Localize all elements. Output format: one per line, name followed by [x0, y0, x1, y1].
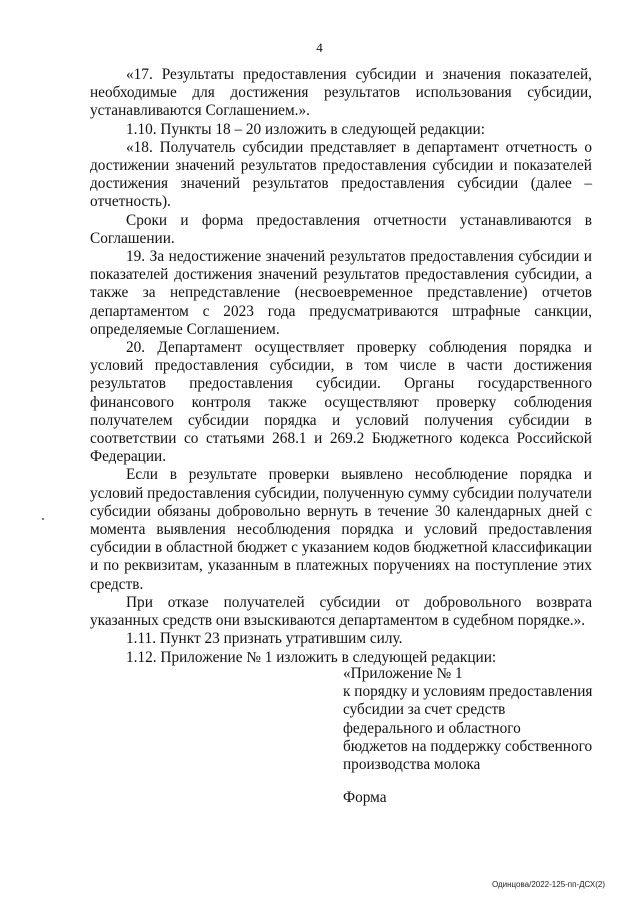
paragraph-1-10: 1.10. Пункты 18 – 20 изложить в следующей редакции:	[126, 120, 485, 138]
footer-reference: Одинцова/2022-125-пп-ДСХ(2)	[491, 880, 605, 889]
paragraph-1-12: 1.12. Приложение № 1 изложить в следующей редакции:	[126, 648, 497, 666]
appendix-line: федерального и областного	[343, 719, 521, 737]
page-number: 4	[316, 40, 323, 55]
paragraph-1-11: 1.11. Пункт 23 признать утратившим силу.	[126, 630, 403, 648]
paragraph-17: «17. Результаты предоставления субсидии и значения показателей, необходимые для достижения результатов использования субсидии, устанавливаются Соглашением.».	[90, 66, 592, 120]
appendix-line: производства молока	[343, 756, 481, 774]
document-body	[90, 66, 592, 667]
appendix-header	[343, 665, 603, 774]
form-label: Форма	[343, 789, 387, 806]
paragraph-20: 20. Департамент осуществляет проверку соблюдения порядка и условий предоставления субсидии, в том числе в части достижения результатов предоставления субсидии. Органы государственного финансового контроля также осуществляют проверку соблюдения получателем субсидии порядка и условий получения субсидии в соответствии со статьями 268.1 и 269.2 Бюджетного кодекса Российской Федерации.	[90, 339, 592, 466]
paragraph-court: При отказе получателей субсидии от добровольного возврата указанных средств они взыскиваются департаментом в судебном порядке.».	[90, 593, 592, 630]
appendix-line: «Приложение № 1	[343, 665, 463, 682]
appendix-line: субсидии за счет средств	[343, 701, 506, 719]
paragraph-refund: Если в результате проверки выявлено несоблюдение порядка и условий предоставления субсидии, полученную сумму субсидии получатели субсидии обязаны добровольно вернуть в течение 30 календарных дней с момента выявления несоблюдения порядка и условий предоставления субсидии в областной бюджет с указанием кодов бюджетной классификации и по реквизитам, указанным в платежных поручениях на поступление этих средств.	[90, 466, 592, 593]
paragraph-19: 19. За недостижение значений результатов предоставления субсидии и показателей достижения значений результатов предоставления субсидии, а также за непредставление (несвоевременное представление) отчетов департаментом с 2023 года предусматриваются штрафные санкции, определяемые Соглашением.	[90, 248, 592, 338]
paragraph-18: «18. Получатель субсидии представляет в департамент отчетность о достижении значений результатов предоставления субсидии и показателей достижения значений результатов предоставления субсидии (далее – отчетность).	[90, 138, 592, 211]
appendix-line: бюджетов на поддержку собственного	[343, 737, 593, 755]
appendix-line: к порядку и условиям предоставления	[343, 683, 593, 701]
scan-mark	[42, 518, 44, 520]
paragraph-reporting-terms: Сроки и форма предоставления отчетности устанавливаются в Соглашении.	[90, 211, 592, 247]
